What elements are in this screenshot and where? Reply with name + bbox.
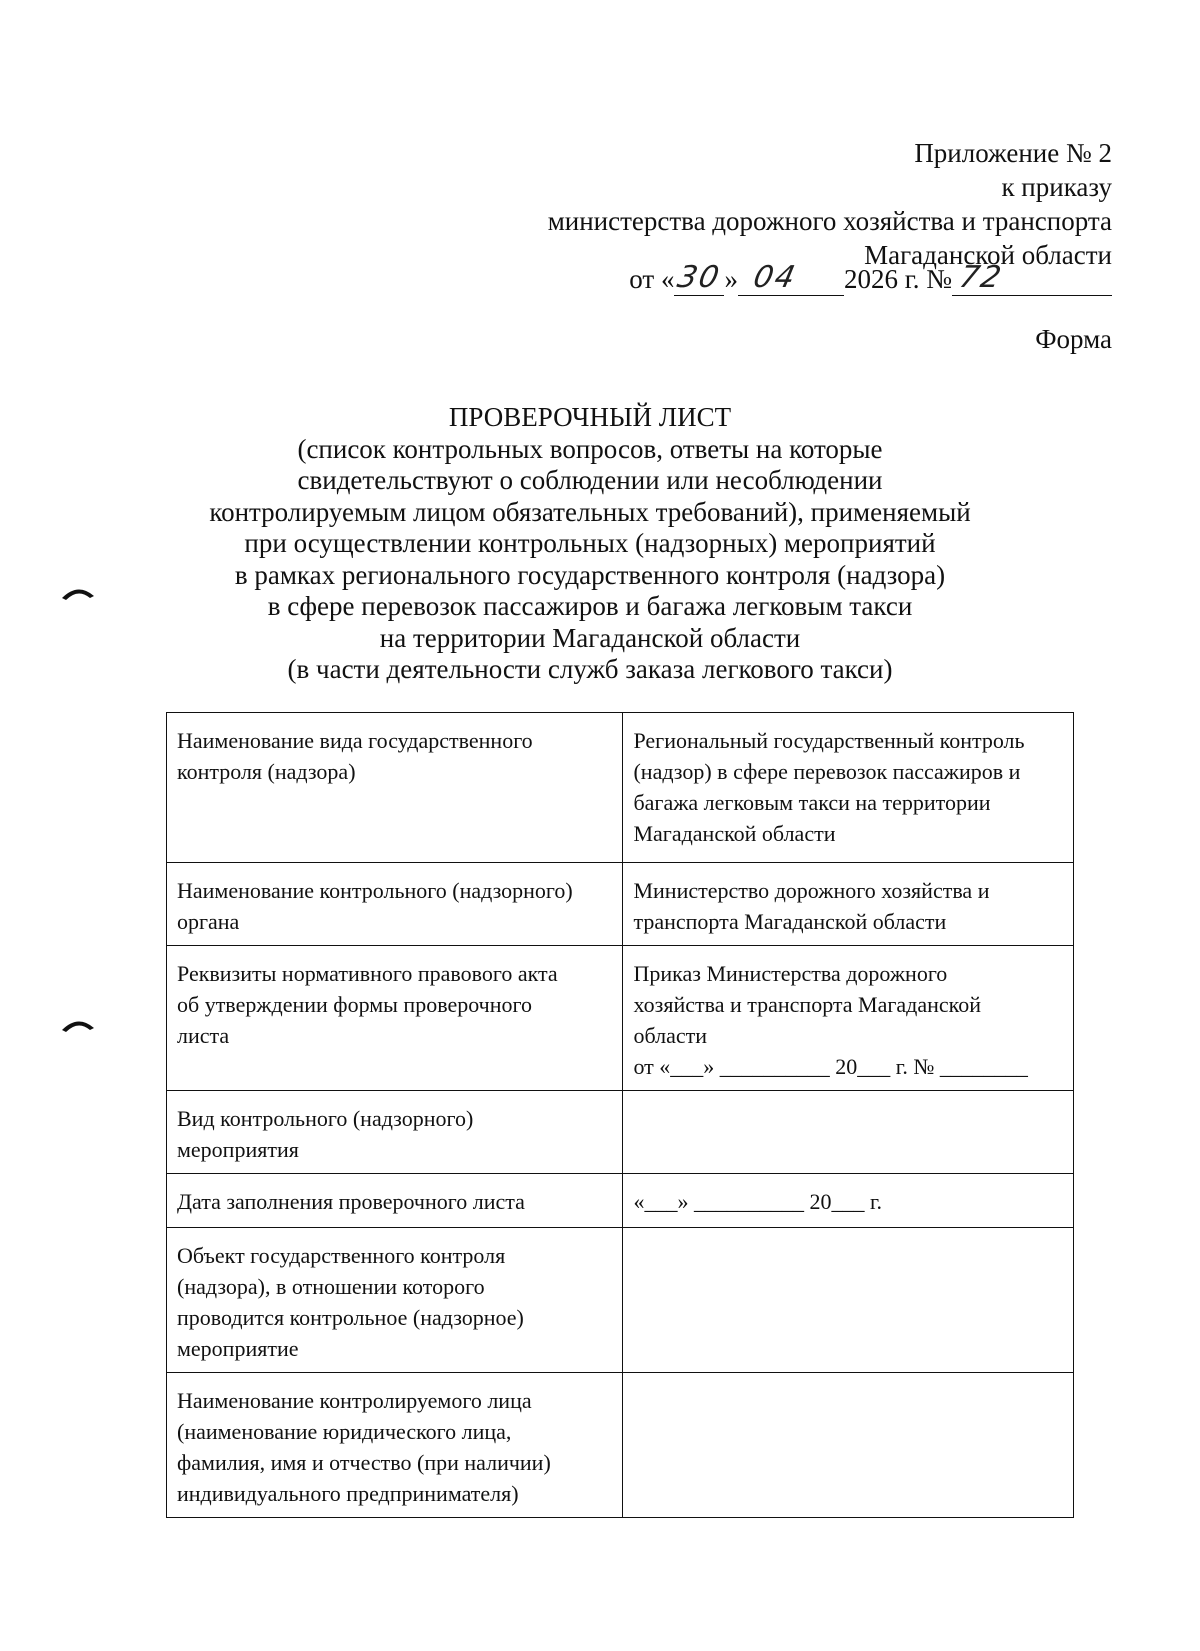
region-name: Магаданской области (864, 240, 1112, 270)
cell-text: Вид контрольного (надзорного) (177, 1106, 474, 1131)
cell-text: (надзора), в отношении которого (177, 1274, 485, 1299)
row-label-cell (167, 1174, 623, 1228)
title-line: в сфере перевозок пассажиров и багажа легковым такси (267, 591, 913, 621)
handwritten-day: 30 (674, 260, 725, 295)
ministry-name: министерства дорожного хозяйства и транспорта (547, 206, 1112, 236)
row-label-cell (167, 1373, 623, 1518)
cell-text: Объект государственного контроля (177, 1243, 506, 1268)
cell-text: Наименование контрольного (надзорного) (177, 878, 573, 903)
cell-text: Региональный государственный контроль (633, 728, 1025, 753)
cell-text: мероприятие (177, 1336, 299, 1361)
cell-text: Наименование контролируемого лица (177, 1388, 532, 1413)
cell-text: контроля (надзора) (177, 759, 356, 784)
year-and-number-label: 2026 г. № (843, 264, 952, 294)
checklist-info-table (166, 712, 1074, 1518)
cell-text: Реквизиты нормативного правового акта (177, 961, 558, 986)
cell-text: Дата заполнения проверочного листа (177, 1189, 525, 1214)
row-value-cell (623, 1174, 1074, 1228)
cell-text: Магаданской области (633, 821, 836, 846)
order-date-line (629, 262, 1112, 296)
cell-text: хозяйства и транспорта Магаданской (633, 992, 981, 1017)
cell-text: фамилия, имя и отчество (при наличии) (177, 1450, 551, 1475)
title-line: (в части деятельности служб заказа легкового такси) (287, 654, 893, 684)
table-row (167, 1373, 1074, 1518)
date-quote-close: » (724, 264, 738, 294)
blank-date-line: «___» __________ 20___ г. (633, 1189, 883, 1214)
order-reference: к приказу (1001, 172, 1112, 202)
order-number-field (952, 260, 1112, 296)
row-value-cell (623, 863, 1074, 946)
cell-text: Приказ Министерства дорожного (633, 961, 948, 986)
cell-text: (наименование юридического лица, (177, 1419, 512, 1444)
cell-text: области (633, 1023, 708, 1048)
title-line: (список контрольных вопросов, ответы на которые (297, 433, 883, 464)
row-label-cell (167, 1091, 623, 1174)
cell-text: багажа легковым такси на территории (633, 790, 991, 815)
cell-text: листа (177, 1023, 230, 1048)
blank-date-number-line: от «___» __________ 20___ г. № ________ (633, 1054, 1028, 1079)
cell-text: транспорта Магаданской области (633, 909, 947, 934)
row-value-cell-empty (623, 1228, 1074, 1373)
row-label-cell (167, 713, 623, 863)
cell-text: об утверждении формы проверочного (177, 992, 532, 1017)
cell-text: мероприятия (177, 1137, 299, 1162)
cell-text: индивидуального предпринимателя) (177, 1481, 519, 1506)
appendix-number: Приложение № 2 (914, 138, 1112, 168)
document-title (140, 402, 1040, 686)
title-line: свидетельствуют о соблюдении или несоблюдении (297, 465, 883, 495)
punch-mark (60, 580, 96, 602)
table-row (167, 1228, 1074, 1373)
row-value-cell-empty (623, 1373, 1074, 1518)
table-row (167, 1174, 1074, 1228)
row-value-cell-empty (623, 1091, 1074, 1174)
appendix-header (492, 136, 1112, 272)
table-row (167, 713, 1074, 863)
month-field (738, 260, 844, 296)
table-row (167, 1091, 1074, 1174)
table-row (167, 946, 1074, 1091)
title-line: при осуществлении контрольных (надзорных) мероприятий (244, 528, 936, 558)
title-line: на территории Магаданской области (379, 622, 801, 653)
row-label-cell (167, 946, 623, 1091)
cell-text: Наименование вида государственного (177, 728, 533, 753)
cell-text: Министерство дорожного хозяйства и (633, 878, 990, 903)
row-label-cell (167, 1228, 623, 1373)
punch-mark (60, 1012, 96, 1034)
title-main: ПРОВЕРОЧНЫЙ ЛИСТ (448, 402, 732, 432)
cell-text: (надзор) в сфере перевозок пассажиров и (633, 759, 1021, 784)
title-line: контролируемым лицом обязательных требований), применяемый (209, 496, 971, 527)
form-label: Форма (1035, 324, 1112, 354)
row-value-cell (623, 713, 1074, 863)
title-line: в рамках регионального государственного контроля (надзора) (234, 559, 946, 590)
row-label-cell (167, 863, 623, 946)
handwritten-order-number: 72 (956, 260, 1006, 295)
day-field (674, 260, 725, 296)
cell-text: проводится контрольное (надзорное) (177, 1305, 524, 1330)
table-row (167, 863, 1074, 946)
cell-text: органа (177, 909, 240, 934)
row-value-cell (623, 946, 1074, 1091)
handwritten-month: 04 (750, 260, 800, 295)
date-prefix: от « (629, 264, 675, 294)
